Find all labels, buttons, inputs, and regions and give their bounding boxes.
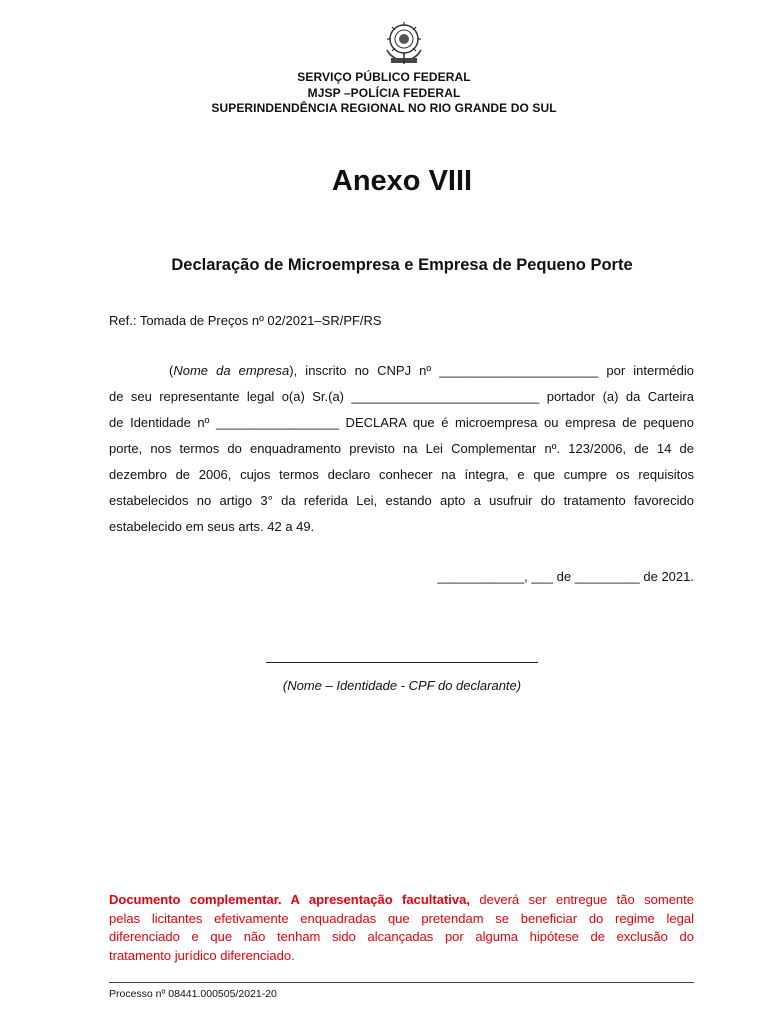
body-line-5: dezembro de 2006, cujos termos declaro conhecer na íntegra, e que cumpre os requisitos (109, 467, 694, 482)
header-line-service: SERVIÇO PÚBLICO FEDERAL (297, 70, 471, 84)
body-line-4: porte, nos termos do enquadramento previsto na Lei Complementar nº. 123/2006, de 14 de (109, 441, 694, 456)
header-line-superintendence: SUPERINDENDÊNCIA REGIONAL NO RIO GRANDE DO SUL (211, 101, 557, 115)
document-subtitle: Declaração de Microempresa e Empresa de Pequeno Porte (171, 256, 633, 274)
body-line-7: estabelecido em seus arts. 42 a 49. (109, 519, 315, 534)
signature-line (266, 662, 538, 663)
note-bold-part: Documento complementar. A apresentação facultativa, (109, 892, 470, 907)
body-line-6: estabelecidos no artigo 3° da referida Lei, estando apto a usufruir do tratamento favorecido (109, 493, 694, 508)
reference-line: Ref.: Tomada de Preços nº 02/2021–SR/PF/RS (109, 313, 382, 328)
header-line-ministry: MJSP –POLÍCIA FEDERAL (307, 85, 461, 100)
date-line: ____________, ___ de _________ de 2021. (437, 569, 694, 584)
footer-rule (109, 982, 694, 983)
note-line-3: diferenciado e que não tenham sido alcançadas por alguma hipótese de exclusão do (109, 929, 694, 944)
process-number: Processo nº 08441.000505/2021-20 (109, 988, 277, 1000)
document-header (0, 70, 768, 117)
company-name-placeholder: Nome da empresa (173, 363, 290, 378)
body-line-2: de seu representante legal o(a) Sr.(a) __________________________ portador (a) da Carteira (109, 389, 694, 404)
complementary-note (109, 891, 694, 965)
note-line-4: tratamento jurídico diferenciado. (109, 947, 295, 963)
document-title: Anexo VIII (331, 165, 473, 197)
body-line-3: de Identidade nº _________________ DECLARA que é microempresa ou empresa de pequeno (109, 415, 694, 430)
brazil-coat-of-arms-icon (381, 20, 427, 66)
note-line-2: pelas licitantes efetivamente enquadradas que pretendam se beneficiar do regime legal (109, 910, 694, 926)
body-line-1: (Nome da empresa), inscrito no CNPJ nº ______________________ por intermédio (169, 363, 694, 378)
declaration-body (109, 358, 694, 540)
note-line-1: Documento complementar. A apresentação facultativa, deverá ser entregue tão somente (109, 892, 694, 907)
signature-caption: (Nome – Identidade - CPF do declarante) (282, 678, 522, 693)
